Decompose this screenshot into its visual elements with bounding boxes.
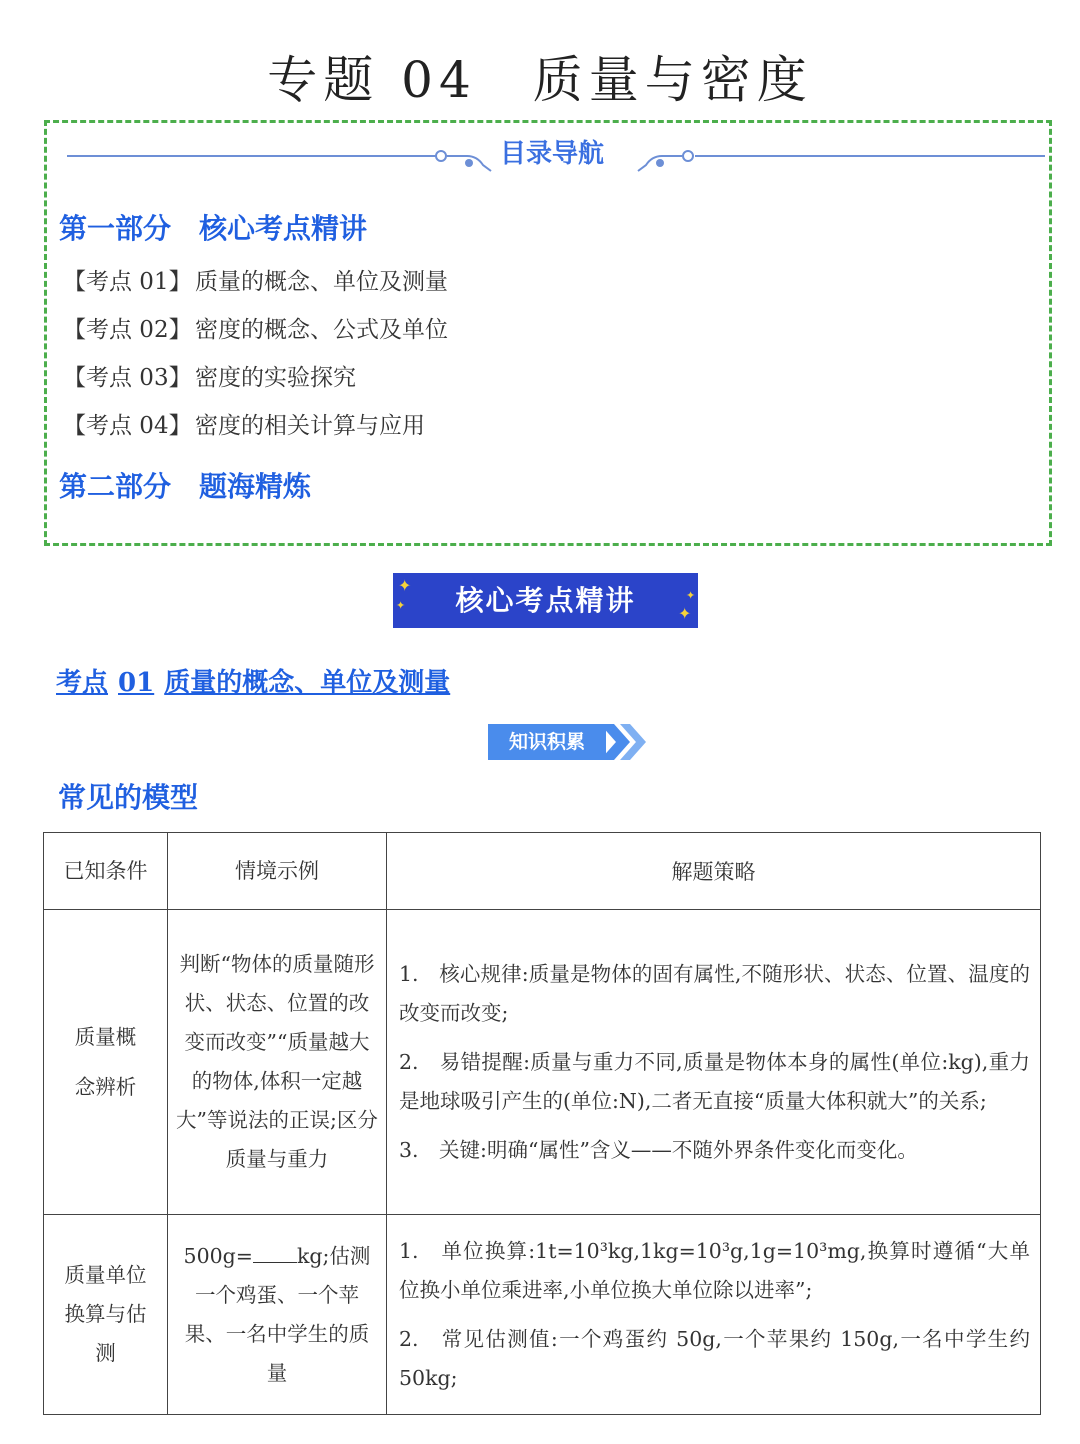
toc-point-3[interactable] — [63, 359, 356, 392]
sparkle-icon: ✦ — [398, 576, 412, 595]
toc-point-tag: 【考点 02】 — [63, 317, 192, 343]
toc-ornament-right-icon — [632, 147, 702, 177]
toc-line-left — [67, 155, 437, 157]
section-banner: 核心考点精讲 — [393, 573, 698, 628]
table-row — [44, 910, 1041, 1215]
example-text-post: kg;估测一个鸡蛋、一个苹果、一名中学生的质量 — [184, 1243, 371, 1385]
toc-point-tag: 【考点 04】 — [63, 413, 192, 439]
section-title: 常见的模型 — [58, 781, 199, 814]
toc-part-1-label: 第一部分 — [59, 212, 172, 245]
strategy-cell — [387, 910, 1041, 1215]
strategy-item: 2. 常见估测值:一个鸡蛋约 50g,一个苹果约 150g,一名中学生约 50kg; — [399, 1326, 1030, 1390]
strategy-item: 2. 易错提醒:质量与重力不同,质量是物体本身的属性(单位:kg),重力是地球吸引产生的(单位:N),二者无直接“质量大体积就大”的关系; — [399, 1049, 1030, 1113]
toc-point-1[interactable] — [63, 263, 448, 296]
toc-part-2-label: 第二部分 — [59, 470, 172, 503]
example-text-pre: 500g= — [183, 1243, 253, 1268]
answer-blank — [253, 1242, 297, 1263]
toc-point-text: 质量的概念、单位及测量 — [195, 269, 448, 295]
condition-cell — [44, 910, 168, 1215]
model-table — [43, 832, 1041, 1415]
strategy-item: 1. 核心规律:质量是物体的固有属性,不随形状、状态、位置、温度的改变而改变; — [399, 961, 1030, 1025]
toc-part-2-name: 题海精炼 — [199, 470, 312, 503]
toc-box — [44, 120, 1052, 546]
toc-line-right — [695, 155, 1045, 157]
toc-part-1-name: 核心考点精讲 — [199, 212, 368, 245]
example-cell — [168, 1215, 387, 1415]
sparkle-icon: ✦ — [396, 599, 406, 612]
point-heading[interactable] — [56, 662, 450, 699]
sparkle-icon: ✦ — [686, 589, 696, 602]
sparkle-icon: ✦ — [678, 604, 692, 623]
page-title: 专题 04 质量与密度 — [267, 51, 813, 109]
point-heading-text: 质量的概念、单位及测量 — [164, 668, 451, 698]
toc-point-text: 密度的相关计算与应用 — [195, 413, 425, 439]
table-header-cell: 已知条件 — [44, 833, 168, 910]
toc-point-tag: 【考点 01】 — [63, 269, 192, 295]
condition-text: 质量单位换算与估测 — [64, 1263, 147, 1365]
knowledge-chip-label: 知识积累 — [488, 724, 606, 760]
table-header-cell: 解题策略 — [387, 833, 1041, 910]
table-header-cell: 情境示例 — [168, 833, 387, 910]
toc-point-text: 密度的概念、公式及单位 — [195, 317, 448, 343]
toc-part-2[interactable] — [59, 465, 311, 505]
condition-cell — [44, 1215, 168, 1415]
point-heading-prefix: 考点 — [56, 668, 109, 698]
toc-point-2[interactable] — [63, 311, 448, 344]
point-heading-num: 01 — [118, 668, 155, 698]
toc-point-text: 密度的实验探究 — [195, 365, 356, 391]
table-row — [44, 1215, 1041, 1415]
toc-point-4[interactable] — [63, 407, 425, 440]
toc-header — [67, 139, 1037, 187]
toc-part-1[interactable] — [59, 207, 367, 247]
table-header-row — [44, 833, 1041, 910]
chevron-right-icon — [600, 724, 656, 760]
strategy-item: 1. 单位换算:1t=10³kg,1kg=10³g,1g=10³mg,换算时遵循“大单位换小单位乘进率,小单位换大单位除以进率”; — [399, 1238, 1030, 1302]
strategy-item: 3. 关键:明确“属性”含义——不随外界条件变化而变化。 — [399, 1137, 918, 1162]
strategy-cell — [387, 1215, 1041, 1415]
condition-text: 质量概念辨析 — [74, 1025, 137, 1099]
toc-title: 目录导航 — [499, 139, 604, 169]
toc-point-tag: 【考点 03】 — [63, 365, 192, 391]
example-cell: 判断“物体的质量随形状、状态、位置的改变而改变”“质量越大的物体,体积一定越大”等说法的正误;区分质量与重力 — [168, 910, 387, 1215]
